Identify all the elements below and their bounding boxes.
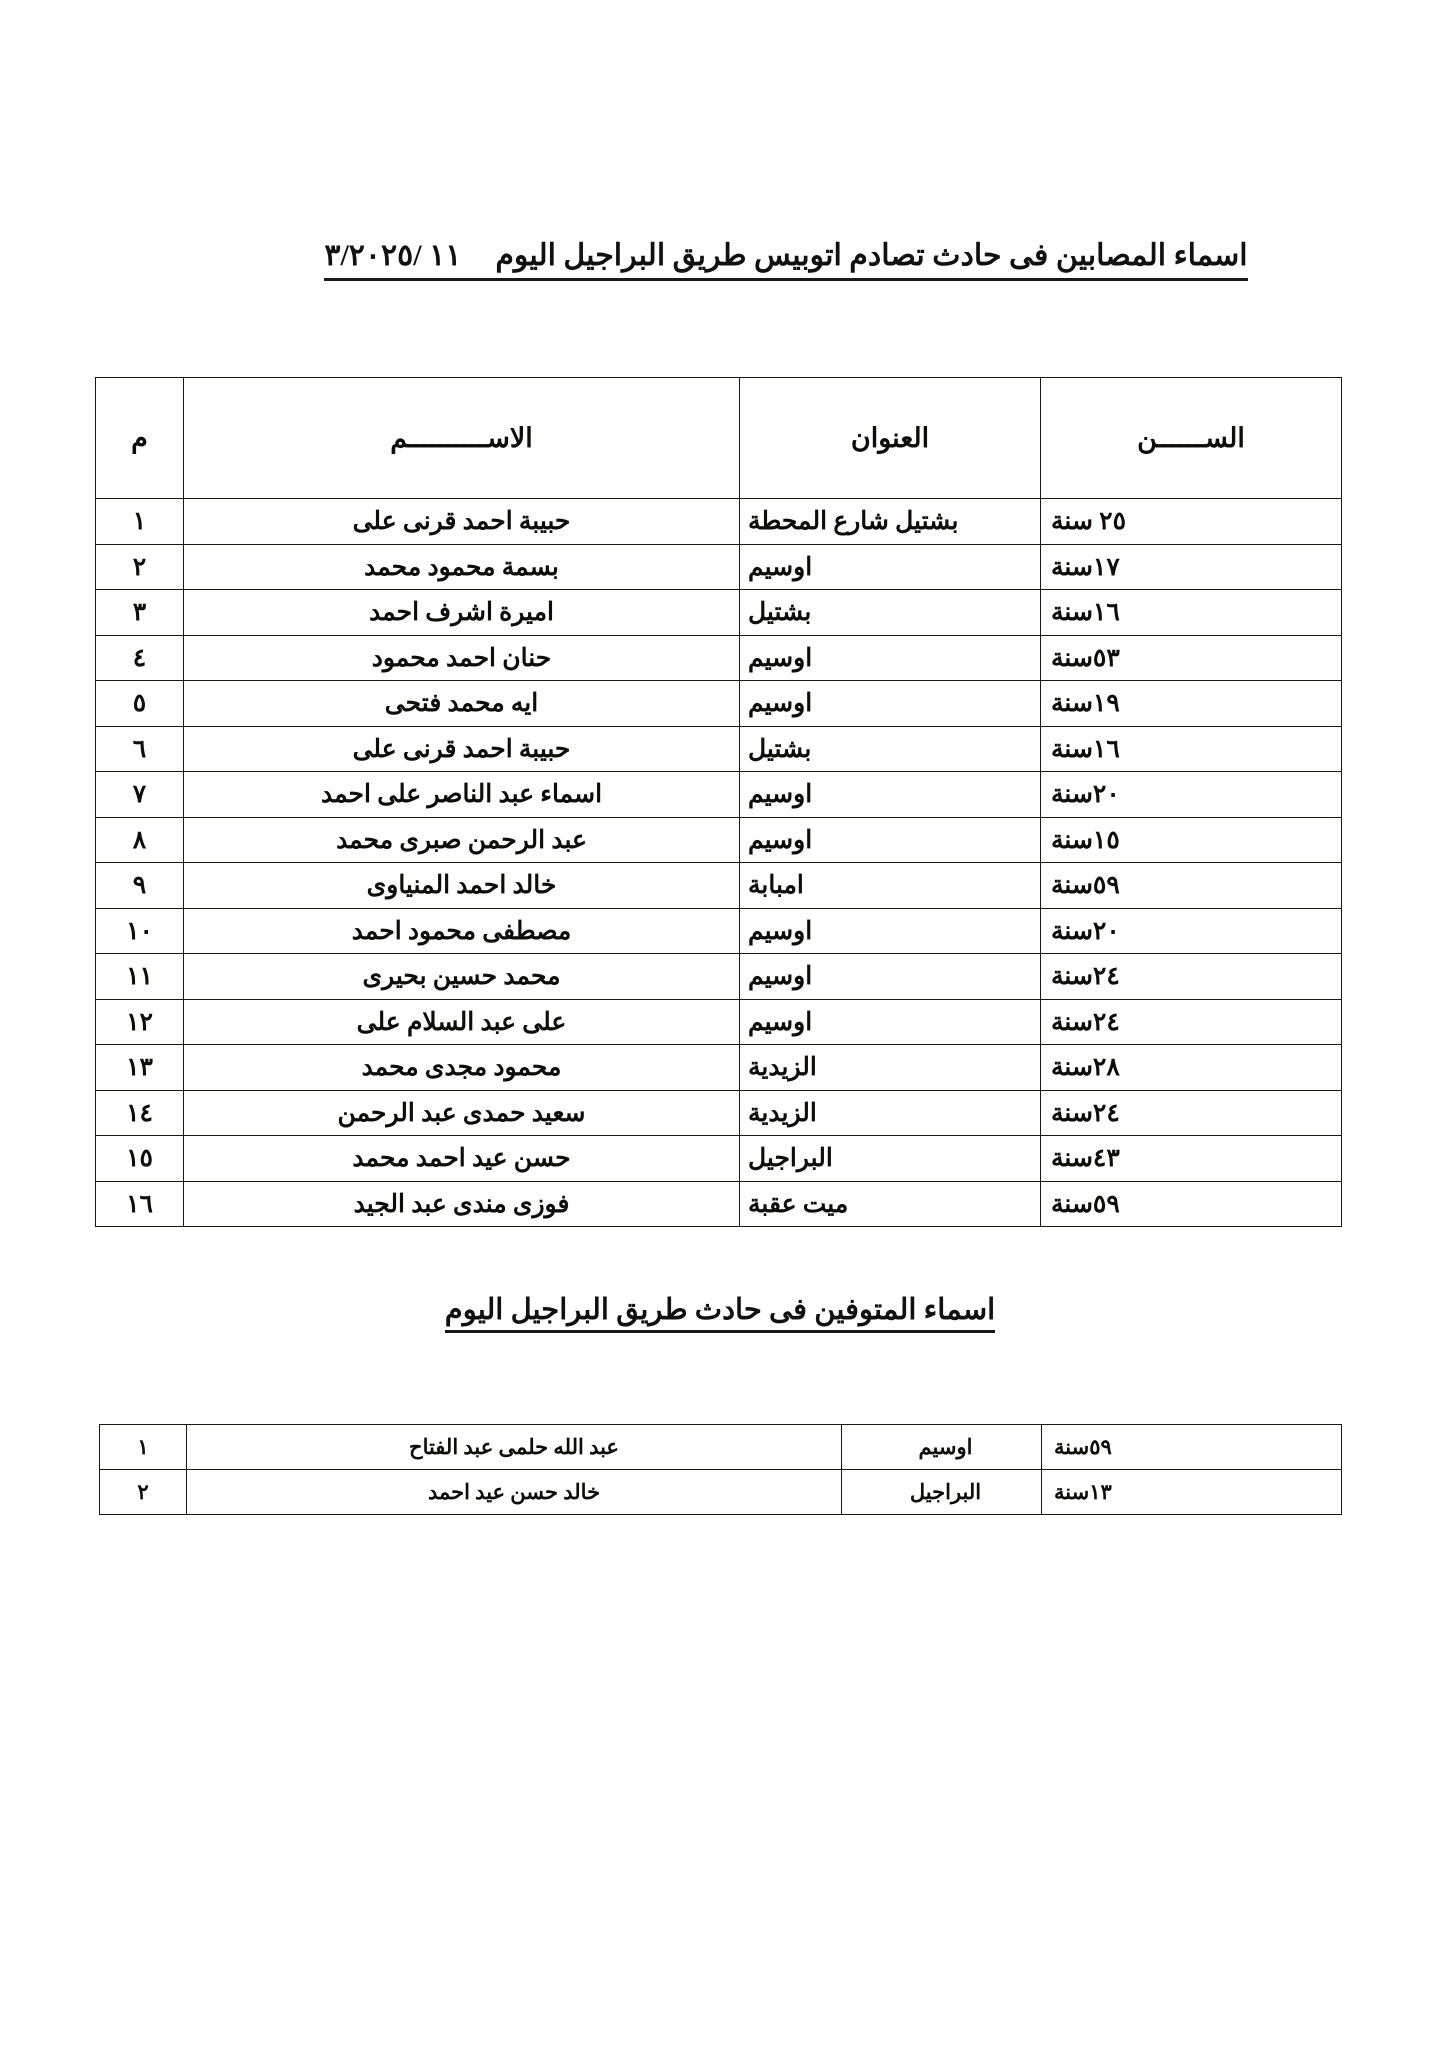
column-header-address: العنوان bbox=[740, 378, 1041, 499]
cell-number: ٨ bbox=[96, 817, 184, 863]
cell-number: ٤ bbox=[96, 635, 184, 681]
table-row bbox=[96, 863, 1342, 909]
cell-address: اوسيم bbox=[740, 954, 1041, 1000]
cell-address: اوسيم bbox=[740, 681, 1041, 727]
cell-address: اوسيم bbox=[740, 908, 1041, 954]
cell-address: اوسيم bbox=[842, 1425, 1042, 1470]
cell-age: ١٧سنة bbox=[1041, 544, 1342, 590]
cell-number: ٢ bbox=[96, 544, 184, 590]
table-row bbox=[96, 681, 1342, 727]
injured-table-header bbox=[96, 378, 1342, 499]
table-row bbox=[96, 1090, 1342, 1136]
table-row bbox=[96, 726, 1342, 772]
cell-name: اميرة اشرف احمد bbox=[184, 590, 740, 636]
cell-number: ٩ bbox=[96, 863, 184, 909]
cell-name: خالد احمد المنياوى bbox=[184, 863, 740, 909]
cell-number: ١ bbox=[100, 1425, 187, 1470]
cell-address: اوسيم bbox=[740, 817, 1041, 863]
page-title bbox=[300, 238, 1272, 281]
cell-number: ١٠ bbox=[96, 908, 184, 954]
cell-address: البراجيل bbox=[740, 1136, 1041, 1182]
section-title-underline bbox=[445, 1292, 995, 1333]
cell-name: عبد الرحمن صبرى محمد bbox=[184, 817, 740, 863]
injured-table-body bbox=[96, 499, 1342, 1227]
page-title-text: اسماء المصابين فى حادث تصادم اتوبيس طريق البراجيل اليوم bbox=[495, 239, 1248, 272]
cell-name: حسن عيد احمد محمد bbox=[184, 1136, 740, 1182]
cell-name: محمود مجدى محمد bbox=[184, 1045, 740, 1091]
cell-age: ١٦سنة bbox=[1041, 590, 1342, 636]
cell-age: ١٩سنة bbox=[1041, 681, 1342, 727]
deceased-table-body bbox=[100, 1425, 1342, 1515]
cell-number: ٧ bbox=[96, 772, 184, 818]
cell-name: حبيبة احمد قرنى على bbox=[184, 499, 740, 545]
cell-address: ميت عقبة bbox=[740, 1181, 1041, 1227]
cell-age: ٥٣سنة bbox=[1041, 635, 1342, 681]
table-header-row bbox=[96, 378, 1342, 499]
table-row bbox=[96, 954, 1342, 1000]
column-header-name: الاســــــــــم bbox=[184, 378, 740, 499]
cell-number: ١١ bbox=[96, 954, 184, 1000]
column-header-age: الســــــن bbox=[1041, 378, 1342, 499]
table-row bbox=[100, 1470, 1342, 1515]
cell-number: ٦ bbox=[96, 726, 184, 772]
cell-name: سعيد حمدى عبد الرحمن bbox=[184, 1090, 740, 1136]
cell-address: الزيدية bbox=[740, 1045, 1041, 1091]
cell-name: مصطفى محمود احمد bbox=[184, 908, 740, 954]
table-row bbox=[96, 1136, 1342, 1182]
cell-age: ٢٠سنة bbox=[1041, 908, 1342, 954]
cell-age: ١٦سنة bbox=[1041, 726, 1342, 772]
cell-address: اوسيم bbox=[740, 999, 1041, 1045]
page-title-underline bbox=[324, 238, 1247, 281]
cell-number: ١ bbox=[96, 499, 184, 545]
cell-age: ٢٤سنة bbox=[1041, 1090, 1342, 1136]
cell-number: ١٦ bbox=[96, 1181, 184, 1227]
cell-number: ٢ bbox=[100, 1470, 187, 1515]
cell-age: ٢٤سنة bbox=[1041, 954, 1342, 1000]
cell-address: الزيدية bbox=[740, 1090, 1041, 1136]
cell-address: اوسيم bbox=[740, 544, 1041, 590]
cell-name: حنان احمد محمود bbox=[184, 635, 740, 681]
cell-age: ٢٨سنة bbox=[1041, 1045, 1342, 1091]
column-header-number: م bbox=[96, 378, 184, 499]
table-row bbox=[96, 908, 1342, 954]
cell-name: حبيبة احمد قرنى على bbox=[184, 726, 740, 772]
table-row bbox=[96, 1045, 1342, 1091]
section-title-text: اسماء المتوفين فى حادث طريق البراجيل اليوم bbox=[444, 1294, 996, 1326]
table-row bbox=[96, 635, 1342, 681]
cell-age: ٢٠سنة bbox=[1041, 772, 1342, 818]
table-row bbox=[96, 499, 1342, 545]
cell-name: على عبد السلام على bbox=[184, 999, 740, 1045]
section-title-deceased bbox=[0, 1292, 1440, 1333]
cell-name: خالد حسن عيد احمد bbox=[187, 1470, 842, 1515]
table-row bbox=[96, 817, 1342, 863]
table-row bbox=[96, 999, 1342, 1045]
table-row bbox=[100, 1425, 1342, 1470]
cell-number: ٣ bbox=[96, 590, 184, 636]
cell-name: فوزى مندى عبد الجيد bbox=[184, 1181, 740, 1227]
cell-age: ٢٤سنة bbox=[1041, 999, 1342, 1045]
cell-address: اوسيم bbox=[740, 772, 1041, 818]
cell-number: ١٥ bbox=[96, 1136, 184, 1182]
injured-persons-table bbox=[95, 377, 1342, 1227]
cell-name: بسمة محمود محمد bbox=[184, 544, 740, 590]
cell-age: ١٥سنة bbox=[1041, 817, 1342, 863]
cell-address: بشتيل bbox=[740, 726, 1041, 772]
page-title-date: ١١ /٣/٢٠٢٥ bbox=[324, 239, 462, 272]
cell-age: ٥٩سنة bbox=[1041, 1181, 1342, 1227]
cell-age: ٢٥ سنة bbox=[1041, 499, 1342, 545]
table-row bbox=[96, 1181, 1342, 1227]
cell-name: اسماء عبد الناصر على احمد bbox=[184, 772, 740, 818]
cell-age: ٥٩سنة bbox=[1042, 1425, 1342, 1470]
cell-name: ايه محمد فتحى bbox=[184, 681, 740, 727]
table-row bbox=[96, 544, 1342, 590]
cell-number: ١٤ bbox=[96, 1090, 184, 1136]
cell-address: اوسيم bbox=[740, 635, 1041, 681]
cell-address: بشتيل شارع المحطة bbox=[740, 499, 1041, 545]
cell-age: ١٣سنة bbox=[1042, 1470, 1342, 1515]
cell-number: ٥ bbox=[96, 681, 184, 727]
cell-age: ٤٣سنة bbox=[1041, 1136, 1342, 1182]
cell-age: ٥٩سنة bbox=[1041, 863, 1342, 909]
cell-name: عبد الله حلمى عبد الفتاح bbox=[187, 1425, 842, 1470]
cell-address: امبابة bbox=[740, 863, 1041, 909]
cell-number: ١٣ bbox=[96, 1045, 184, 1091]
table-row bbox=[96, 590, 1342, 636]
deceased-persons-table bbox=[99, 1424, 1342, 1515]
cell-name: محمد حسين بحيرى bbox=[184, 954, 740, 1000]
cell-number: ١٢ bbox=[96, 999, 184, 1045]
cell-address: بشتيل bbox=[740, 590, 1041, 636]
cell-address: البراجيل bbox=[842, 1470, 1042, 1515]
table-row bbox=[96, 772, 1342, 818]
